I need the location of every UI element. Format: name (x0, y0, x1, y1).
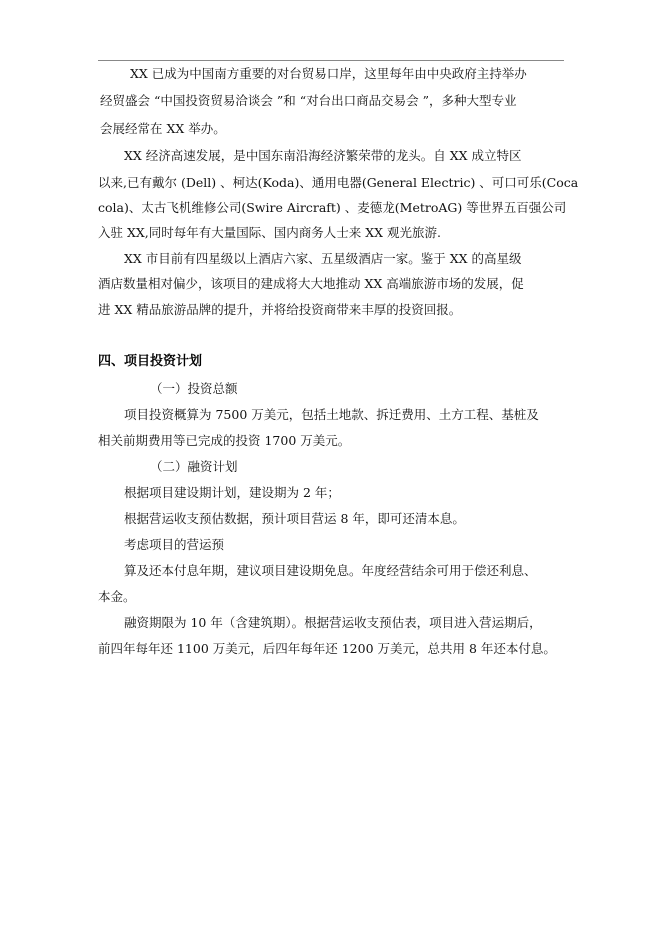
paragraph-2-line-2: 以来,已有戴尔 (Dell) 、柯达(Koda)、通用电器(General Electric) 、可口可乐(Coca (98, 175, 579, 190)
subsection-2-line-7: 前四年每年还 1100 万美元，后四年每年还 1200 万美元，总共用 8 年还本付息。 (98, 641, 556, 656)
paragraph-3-line-3: 进 XX 精品旅游品牌的提升，并将给投资商带来丰厚的投资回报。 (98, 302, 462, 317)
subsection-1-line-1: 项目投资概算为 7500 万美元，包括土地款、拆迁费用、土方工程、基桩及 (124, 407, 539, 422)
subsection-2-line-3: 考虑项目的营运预 (124, 537, 225, 552)
paragraph-2-line-4: 入驻 XX,同时每年有大量国际、国内商务人士来 XX 观光旅游. (98, 225, 441, 240)
subsection-2-line-2: 根据营运收支预估数据，预计项目营运 8 年，即可还清本息。 (124, 511, 465, 526)
paragraph-1-line-1: XX 已成为中国南方重要的对台贸易口岸，这里每年由中央政府主持举办 (130, 66, 527, 81)
subsection-2-line-1: 根据项目建设期计划，建设期为 2 年； (124, 485, 340, 500)
subsection-2-line-6: 融资期限为 10 年（含建筑期）。根据营运收支预估表，项目进入营运期后， (124, 615, 542, 630)
subsection-2-line-4: 算及还本付息年期，建议项目建设期免息。年度经营结余可用于偿还利息、 (124, 563, 537, 578)
paragraph-1-line-2: 经贸盛会 “中国投资贸易洽谈会 ”和 “对台出口商品交易会 ”，多种大型专业 (100, 93, 517, 108)
paragraph-1-line-3: 会展经常在 XX 举办。 (100, 121, 226, 136)
subsection-1-title: （一）投资总额 (150, 381, 238, 396)
header-rule (98, 60, 564, 61)
subsection-2-title: （二）融资计划 (150, 459, 238, 474)
section-heading: 四、项目投资计划 (98, 354, 203, 369)
paragraph-3-line-2: 酒店数量相对偏少，该项目的建成将大大地推动 XX 高端旅游市场的发展，促 (98, 276, 524, 291)
paragraph-3-line-1: XX 市目前有四星级以上酒店六家、五星级酒店一家。鉴于 XX 的高星级 (124, 251, 522, 266)
paragraph-2-line-1: XX 经济高速发展，是中国东南沿海经济繁荣带的龙头。自 XX 成立特区 (124, 148, 522, 163)
subsection-2-line-5: 本金。 (98, 589, 136, 604)
paragraph-2-line-3: cola)、太古飞机维修公司(Swire Aircraft) 、麦德龙(MetroAG) 等世界五百强公司 (98, 200, 567, 215)
subsection-1-line-2: 相关前期费用等已完成的投资 1700 万美元。 (98, 433, 351, 448)
